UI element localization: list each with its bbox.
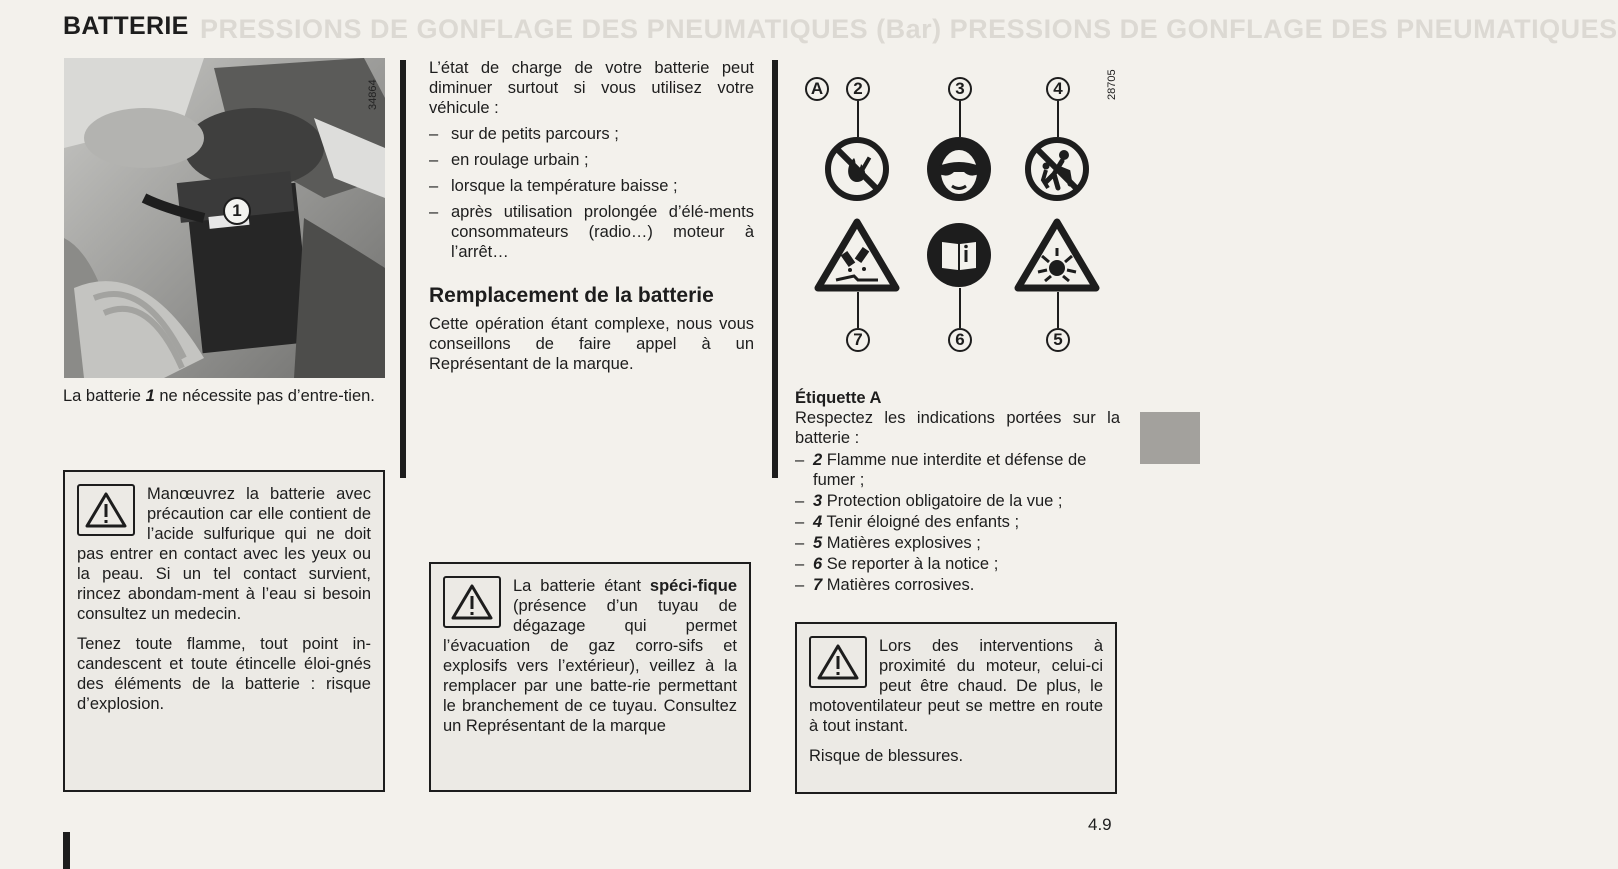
list-item: – 6 Se reporter à la notice ;	[795, 554, 1120, 574]
charge-section	[429, 58, 754, 374]
etiquette-intro: Respectez les indications portées sur la batterie :	[795, 409, 1120, 447]
diagram-reference-code: 28705	[1106, 69, 1118, 100]
etiquette-title: Étiquette A	[795, 389, 882, 407]
callout-line	[857, 292, 859, 328]
charge-bullet-list	[429, 124, 754, 262]
list-item: – 7 Matières corrosives.	[795, 575, 1120, 595]
warning-paragraph-acid: Manœuvrez la batterie avec précaution car elle contient de l’acide sulfurique qui ne doit pas entrer en contact avec les yeux ou la peau. Si un tel contact survient, rincez abondam-ment à l’eau si besoin consultez un medecin.	[77, 485, 371, 623]
label-number-7: 7	[846, 328, 870, 352]
page-number: 4.9	[1088, 815, 1112, 834]
keep-children-away-icon	[1024, 136, 1090, 207]
corner-marker	[63, 832, 70, 869]
battery-acid-warning	[63, 470, 385, 792]
explosive-icon	[1014, 218, 1100, 297]
replacement-warning-text: La batterie étant spéci-fique (présence d’un tuyau de dégazage qui permet l’évacuation de gaz corro-sifs et explosifs vers l’extérieur), veillez à la remplacer par une batte-rie permettant le branchement de ce tuyau. Consultez un Représentant de la marque	[443, 577, 737, 735]
label-number-6: 6	[948, 328, 972, 352]
list-item: – 4 Tenir éloigné des enfants ;	[795, 512, 1120, 532]
callout-line	[959, 288, 961, 328]
battery-label-diagram	[800, 60, 1120, 370]
callout-line	[1057, 101, 1059, 137]
list-item: – après utilisation prolongée d’élé-ments consommateurs (radio…) moteur à l’arrêt…	[429, 202, 754, 262]
label-number-4: 4	[1046, 77, 1070, 101]
photo-caption: La batterie 1 ne nécessite pas d’entre-tien.	[63, 387, 375, 405]
list-item: – 2 Flamme nue interdite et défense de fumer ;	[795, 450, 1120, 490]
list-item: – lorsque la température baisse ;	[429, 176, 754, 196]
list-item: – sur de petits parcours ;	[429, 124, 754, 144]
charge-intro: L’état de charge de votre batterie peut diminuer surtout si vous utilisez votre véhicule :	[429, 59, 754, 117]
photo-callout: 1	[232, 201, 242, 220]
list-item: – en roulage urbain ;	[429, 150, 754, 170]
label-letter-a: A	[805, 77, 829, 101]
no-flame-icon	[824, 136, 890, 207]
corrosive-icon	[814, 218, 900, 297]
battery-photo	[64, 58, 385, 378]
warning-paragraph-flame: Tenez toute flamme, tout point in-candescent et toute étincelle éloi-gnés des éléments de la batterie : risque d’explosion.	[77, 635, 371, 713]
callout-line	[857, 101, 859, 137]
list-item: – 3 Protection obligatoire de la vue ;	[795, 491, 1120, 511]
warning-triangle-icon	[809, 636, 867, 688]
page-title: BATTERIE	[63, 12, 189, 40]
battery-replacement-warning	[429, 562, 751, 792]
replacement-heading: Remplacement de la batterie	[429, 284, 714, 307]
list-item: – 5 Matières explosives ;	[795, 533, 1120, 553]
replacement-body: Cette opération étant complexe, nous vous conseillons de faire appel à un Représentant de la marque.	[429, 315, 754, 373]
column-divider-right	[772, 60, 778, 478]
etiquette-list	[795, 450, 1120, 595]
callout-line	[1057, 292, 1059, 328]
etiquette-section	[795, 388, 1120, 596]
callout-line	[959, 101, 961, 137]
engine-warning-paragraph: Lors des interventions à proximité du moteur, celui-ci peut être chaud. De plus, le motoventilateur peut se mettre en route à tout instant.	[809, 637, 1103, 735]
eye-protection-icon	[926, 136, 992, 207]
column-divider-left	[400, 60, 406, 478]
engine-heat-warning	[795, 622, 1117, 794]
label-number-2: 2	[846, 77, 870, 101]
warning-triangle-icon	[443, 576, 501, 628]
section-thumb-tab	[1140, 412, 1200, 464]
injury-risk-text: Risque de blessures.	[809, 747, 964, 765]
ghost-heading: PRESSIONS DE GONFLAGE DES PNEUMATIQUES (Bar) PRESSIONS DE GONFLAGE DES PNEUMATIQUES	[200, 14, 1618, 44]
label-number-3: 3	[948, 77, 972, 101]
warning-triangle-icon	[77, 484, 135, 536]
read-manual-icon	[926, 222, 992, 293]
photo-reference-code: 34864	[367, 79, 379, 110]
label-number-5: 5	[1046, 328, 1070, 352]
